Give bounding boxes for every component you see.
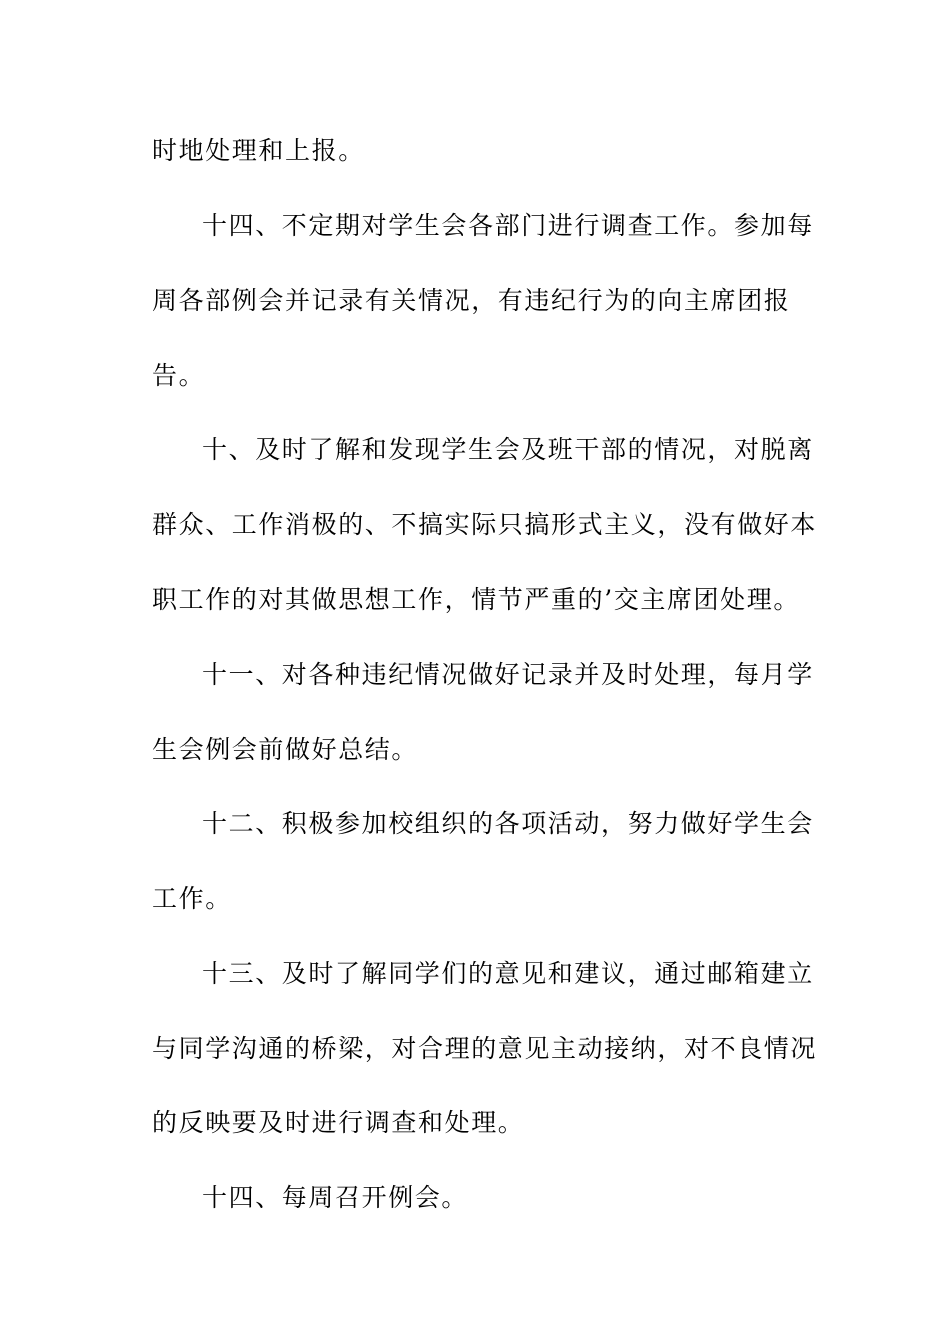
text-line: 工作。: [152, 884, 232, 913]
paragraph-14b-first-line: 十四、每周召开例会。: [202, 1183, 469, 1212]
text-line: 群众、工作消极的、不搞实际只搞形式主义，没有做好本: [152, 510, 818, 539]
text-line: 告。: [152, 361, 206, 390]
text-line: 时地处理和上报。: [152, 136, 365, 165]
text-line: 周各部例会并记录有关情况，有违纪行为的向主席团报: [152, 286, 791, 315]
text-line: 与同学沟通的桥梁，对合理的意见主动接纳，对不良情况: [152, 1034, 818, 1063]
paragraph-11-first-line: 十一、对各种违纪情况做好记录并及时处理，每月学: [202, 660, 814, 689]
paragraph-14-first-line: 十四、不定期对学生会各部门进行调查工作。参加每: [202, 211, 814, 240]
text-line: 生会例会前做好总结。: [152, 735, 419, 764]
text-line: 的反映要及时进行调查和处理。: [152, 1108, 525, 1137]
paragraph-12-first-line: 十二、积极参加校组织的各项活动，努力做好学生会: [202, 809, 814, 838]
text-line: 职工作的对其做思想工作，情节严重的’交主席团处理。: [152, 585, 800, 614]
paragraph-10-first-line: 十、及时了解和发现学生会及班干部的情况，对脱离: [202, 435, 814, 464]
paragraph-13-first-line: 十三、及时了解同学们的意见和建议，通过邮箱建立: [202, 959, 814, 988]
